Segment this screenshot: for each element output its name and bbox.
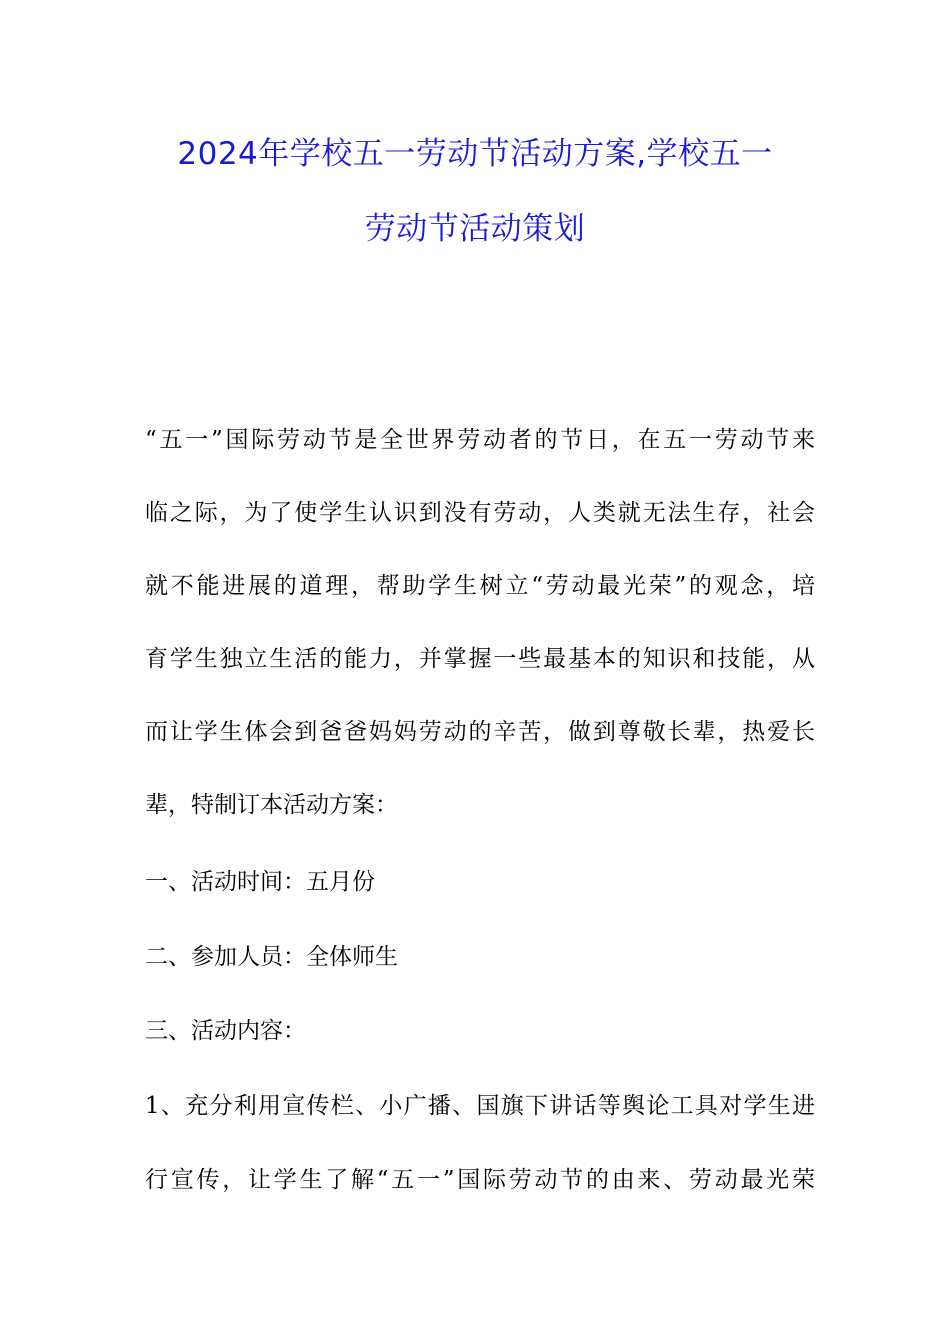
body-line-3: 就不能进展的道理，帮助学生树立“劳动最光荣”的观念，培 [145,573,815,599]
body-line-1: “五一”国际劳动节是全世界劳动者的节日，在五一劳动节来 [145,427,815,453]
document-title-line-1: 2024年学校五一劳动节活动方案,学校五一 [177,136,773,172]
body-line-item-1b: 行宣传，让学生了解“五一”国际劳动节的由来、劳动最光荣 [145,1167,815,1193]
body-line-item-1a: 1、充分利用宣传栏、小广播、国旗下讲话等舆论工具对学生进 [145,1093,815,1119]
section-participants: 二、参加人员：全体师生 [145,944,398,970]
document-title-line-2: 劳动节活动策划 [364,211,586,247]
body-line-4: 育学生独立生活的能力，并掌握一些最基本的知识和技能，从 [145,646,815,672]
section-activity-content: 三、活动内容： [145,1018,306,1044]
body-line-2: 临之际，为了使学生认识到没有劳动，人类就无法生存，社会 [145,500,815,526]
section-activity-time: 一、活动时间：五月份 [145,869,375,895]
body-line-6: 辈，特制订本活动方案： [145,792,398,818]
body-line-5: 而让学生体会到爸爸妈妈劳动的辛苦，做到尊敬长辈，热爱长 [145,719,815,745]
